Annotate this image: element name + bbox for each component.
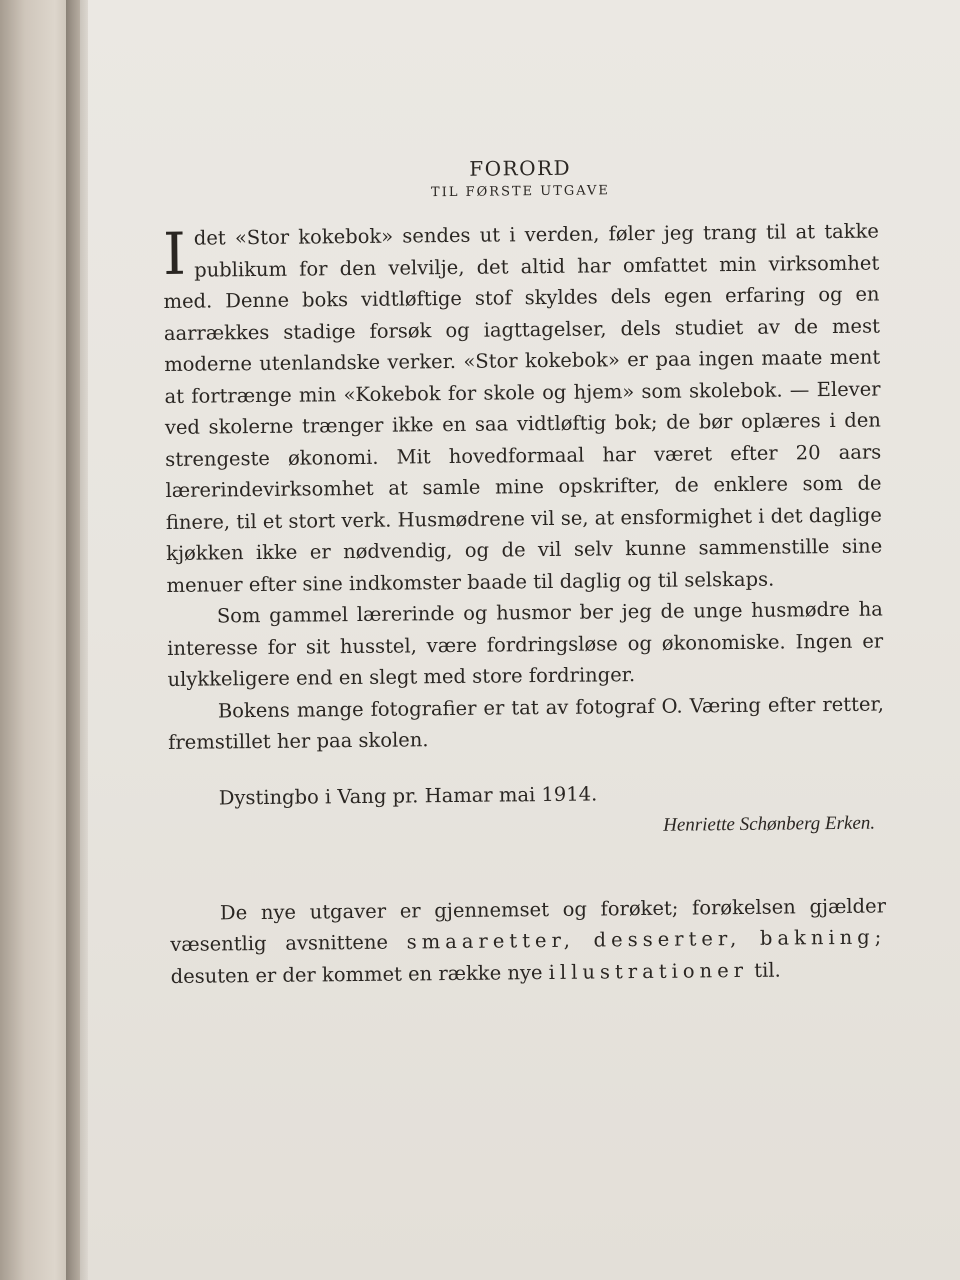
drop-cap: I: [162, 219, 187, 288]
addendum-term-bakning: bakning;: [759, 925, 887, 950]
preface-paragraph-1: [163, 215, 883, 600]
author-signature: Henriette Schønberg Erken.: [663, 812, 876, 836]
place-date-line: Dystingbo i Vang pr. Hamar mai 1914.: [218, 781, 598, 809]
addendum-end: til.: [754, 958, 781, 982]
addendum-term-illustrationer: illustrationer: [548, 958, 749, 984]
page-text: [162, 143, 887, 992]
addendum-middle: desuten er der kommet en række nye: [170, 960, 543, 988]
addendum-intro: De nye utgaver er gjennemset og forøket; forøkelsen gjælder væsentlig avsnittene: [170, 893, 887, 956]
book-gutter: [66, 0, 88, 1280]
preface-paragraph-3: Bokens mange fotografier er tat av fotograf O. Væring efter retter, fremstillet her paa skolen.: [168, 691, 884, 754]
page-subtitle: TIL FØRSTE UTGAVE: [430, 183, 610, 201]
paragraph-1-text: det «Stor kokebok» sendes ut i verden, føler jeg trang til at takke publikum for den velvilje, det altid har omfattet min virksomhet med. Denne boks vidtløftige stof skyldes dels egen erfaring og en aarrækkes stadige forsøk og iagttagelser, dels studiet av de mest moderne utenlandske verker. «Stor kokebok» er paa ingen maate ment at fortrænge min «Kokebok for skole og hjem» som skolebok. — Elever ved skolerne trænger ikke en saa vidtløftig bok; de bør oplæres i den strengeste økonomi. Mit hovedformaal har været efter 20 aars lærerindevirksomhet at samle mine opskrifter, de enklere som de finere, til et stort verk. Husmødrene vil se, at ensformighet i det daglige kjøkken ikke er nødvendig, og de vil selv kunne sammenstille sine menuer efter sine indkomster baade til daglig og til selskaps.: [163, 219, 883, 597]
page-title: FORORD: [469, 155, 572, 181]
addendum-paragraph: [170, 890, 887, 992]
preface-paragraph-2: Som gammel lærerinde og husmor ber jeg de unge husmødre ha interesse for sit husstel, være fordringsløse og økonomiske. Ingen er ulykkeligere end en slegt med store fordringer.: [167, 597, 884, 691]
book-page: [88, 0, 960, 1280]
addendum-term-desserter: desserter,: [593, 926, 742, 952]
addendum-term-smaaretter: smaaretter,: [406, 928, 576, 954]
